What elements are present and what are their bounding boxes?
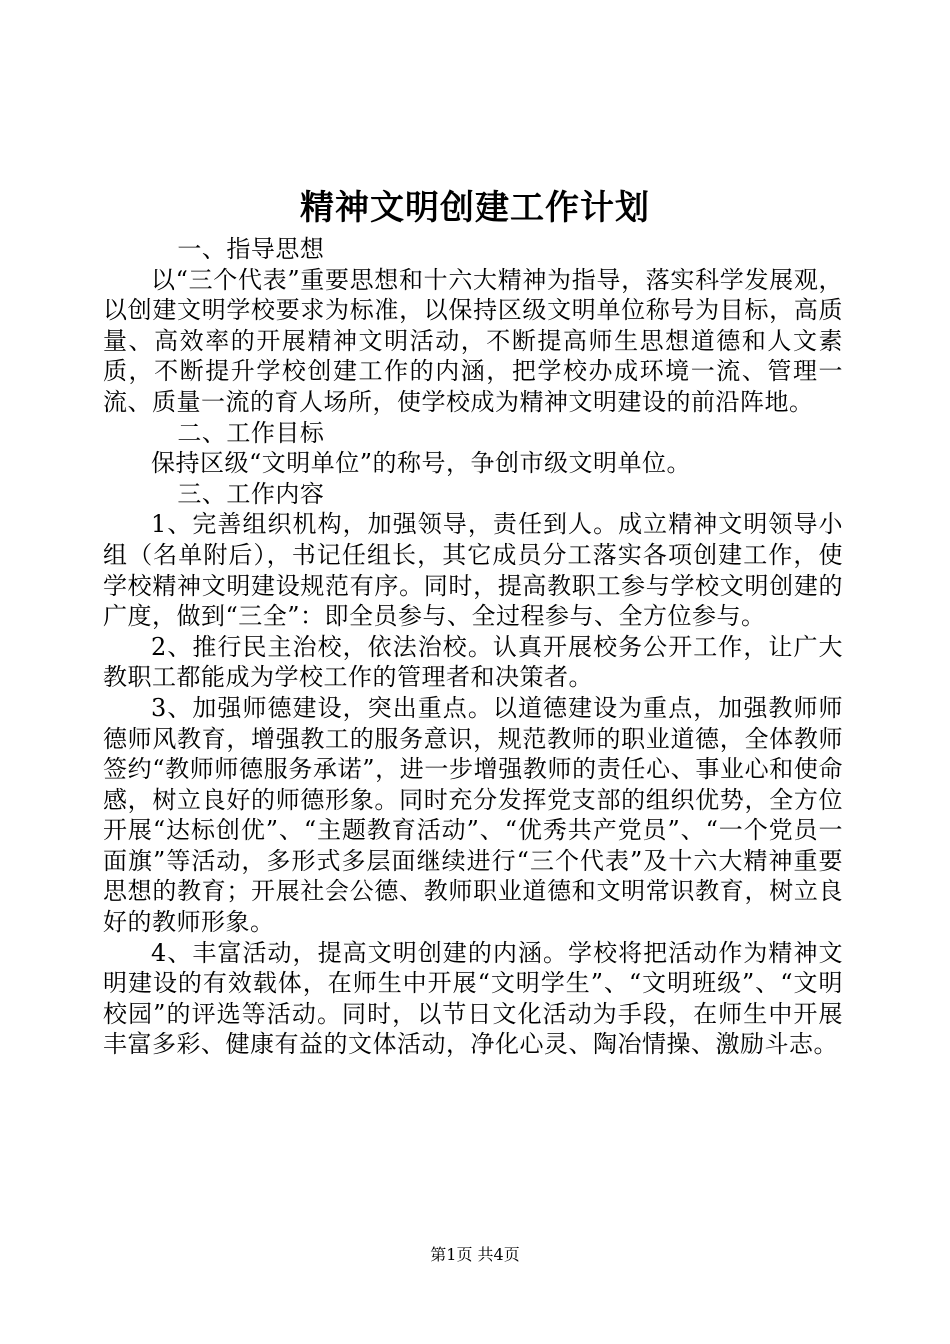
- section-heading: 三、工作内容: [177, 479, 325, 508]
- section-heading: 二、工作目标: [177, 418, 325, 447]
- document-body: [103, 234, 843, 1060]
- paragraph: 以“三个代表”重要思想和十六大精神为指导，落实科学发展观，以创建文明学校要求为标准，以保持区级文明单位称号为目标，高质量、高效率的开展精神文明活动，不断提高师生思想道德和人文素质，不断提升学校创建工作的内涵，把学校办成环境一流、管理一流、质量一流的育人场所，使学校成为精神文明建设的前沿阵地。: [103, 265, 843, 416]
- paragraph: 保持区级“文明单位”的称号，争创市级文明单位。: [151, 449, 692, 478]
- page-footer: 第1页 共4页: [430, 1245, 520, 1264]
- paragraph: 1、完善组织机构，加强领导，责任到人。成立精神文明领导小组（名单附后），书记任组长，其它成员分工落实各项创建工作，使学校精神文明建设规范有序。同时，提高教职工参与学校文明创建的广度，做到“三全”：即全员参与、全过程参与、全方位参与。: [103, 510, 843, 631]
- section-heading: 一、指导思想: [177, 235, 325, 263]
- paragraph: 3、加强师德建设，突出重点。以道德建设为重点，加强教师师德师风教育，增强教工的服务意识，规范教师的职业道德，全体教师签约“教师师德服务承诺”，进一步增强教师的责任心、事业心和使命感，树立良好的师德形象。同时充分发挥党支部的组织优势，全方位开展“达标创优”、“主题教育活动”、“优秀共产党员”、“一个党员一面旗”等活动，多形式多层面继续进行“三个代表”及十六大精神重要思想的教育；开展社会公德、教师职业道德和文明常识教育，树立良好的教师形象。: [103, 693, 843, 937]
- paragraph: 2、推行民主治校，依法治校。认真开展校务公开工作，让广大教职工都能成为学校工作的管理者和决策者。: [103, 632, 843, 692]
- document-title: 精神文明创建工作计划: [300, 188, 650, 228]
- paragraph: 4、丰富活动，提高文明创建的内涵。学校将把活动作为精神文明建设的有效载体，在师生中开展“文明学生”、“文明班级”、“文明校园”的评选等活动。同时，以节日文化活动为手段，在师生中开展丰富多彩、健康有益的文体活动，净化心灵、陶冶情操、激励斗志。: [103, 938, 843, 1059]
